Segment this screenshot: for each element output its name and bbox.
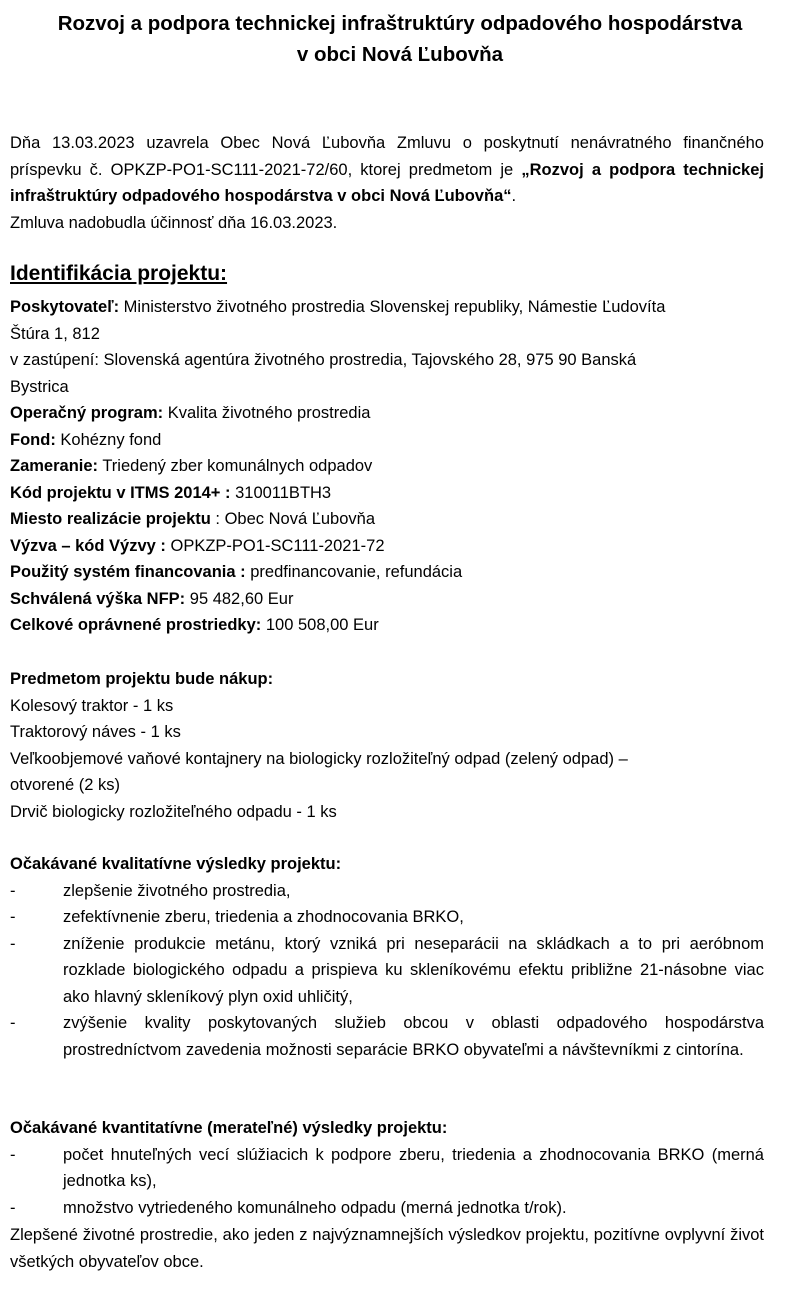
qualitative-block bbox=[10, 851, 764, 1063]
bullet-dash: - bbox=[10, 908, 16, 926]
bullet-dash: - bbox=[10, 1145, 16, 1164]
bullet-dash: - bbox=[10, 1014, 16, 1032]
nfp-row bbox=[10, 586, 770, 613]
list-item-text: počet hnuteľných vecí slúžiacich k podpore zberu, triedenia a zhodnocovania BRKO (merná jednotka ks), bbox=[63, 1145, 764, 1190]
quantitative-heading: Očakávané kvantitatívne (merateľné) výsledky projektu: bbox=[10, 1119, 448, 1137]
list-item-text: zníženie produkcie metánu, ktorý vzniká pri neseparácii na skládkach a to pri aeróbnom rozklade biologického odpadu a prispieva ku skleníkovému efektu približne 21-násobne viac ako hlavný skleníkový plyn oxid uhličitý, bbox=[63, 934, 764, 1006]
total-label: Celkové oprávnené prostriedky: bbox=[10, 616, 262, 634]
purchase-item: Traktorový náves - 1 ks bbox=[10, 723, 181, 741]
list-item bbox=[10, 1142, 764, 1195]
intro-text: Dňa 13.03.2023 uzavrela Obec Nová Ľubovňa Zmluvu o poskytnutí nenávratného finančného príspevku č. OPKZP-PO1-SC111-2021-72/60, ktorej predmetom je bbox=[10, 134, 764, 179]
list-item bbox=[10, 931, 764, 1011]
intro-project-name: „Rozvoj a podpora technickej infraštruktúry odpadového hospodárstva v obci Nová Ľubovňa“ bbox=[10, 160, 764, 205]
identification-heading: Identifikácia projektu: bbox=[10, 262, 228, 285]
purchase-block bbox=[10, 666, 770, 825]
intro-paragraph bbox=[10, 130, 764, 236]
list-item-text: zlepšenie životného prostredia, bbox=[63, 881, 291, 900]
bullet-dash: - bbox=[10, 1198, 16, 1217]
financing-label: Použitý systém financovania : bbox=[10, 563, 246, 581]
quantitative-block bbox=[10, 1115, 764, 1221]
code-row bbox=[10, 480, 770, 507]
focus-row bbox=[10, 453, 770, 480]
program-label: Operačný program: bbox=[10, 404, 164, 422]
nfp-label: Schválená výška NFP: bbox=[10, 589, 186, 608]
title-line-2: v obci Nová Ľubovňa bbox=[296, 43, 504, 66]
focus-label: Zameranie: bbox=[10, 457, 99, 475]
call-row bbox=[10, 533, 770, 560]
list-item bbox=[10, 1010, 764, 1063]
program-row bbox=[10, 400, 770, 427]
focus-value: Triedený zber komunálnych odpadov bbox=[98, 457, 373, 475]
provider-value: Ministerstvo životného prostredia Slovenskej republiky, Námestie Ľudovíta bbox=[119, 298, 666, 316]
program-value: Kvalita životného prostredia bbox=[163, 404, 371, 422]
total-value: 100 508,00 Eur bbox=[261, 616, 379, 634]
list-item-text: množstvo vytriedeného komunálneho odpadu (merná jednotka t/rok). bbox=[63, 1198, 567, 1217]
intro-period: . bbox=[511, 187, 517, 205]
place-value: : Obec Nová Ľubovňa bbox=[210, 510, 376, 528]
provider-row bbox=[10, 294, 770, 321]
financing-value: predfinancovanie, refundácia bbox=[245, 563, 463, 581]
call-label: Výzva – kód Výzvy : bbox=[10, 536, 166, 555]
list-item-text: zefektívnenie zberu, triedenia a zhodnocovania BRKO, bbox=[63, 908, 464, 926]
bullet-dash: - bbox=[10, 934, 16, 953]
code-label: Kód projektu v ITMS 2014+ : bbox=[10, 483, 231, 502]
provider-label: Poskytovateľ: bbox=[10, 298, 120, 316]
identification-block bbox=[10, 294, 770, 639]
purchase-item: Drvič biologicky rozložiteľného odpadu - 1 ks bbox=[10, 802, 337, 821]
document-title bbox=[0, 8, 800, 70]
represented-row: v zastúpení: Slovenská agentúra životného prostredia, Tajovského 28, 975 90 Banská bbox=[10, 351, 637, 369]
fund-row bbox=[10, 427, 770, 454]
qualitative-heading: Očakávané kvalitatívne výsledky projektu: bbox=[10, 855, 342, 873]
purchase-heading: Predmetom projektu bude nákup: bbox=[10, 670, 274, 688]
place-label: Miesto realizácie projektu bbox=[10, 510, 211, 528]
place-row bbox=[10, 506, 770, 533]
financing-row bbox=[10, 559, 770, 586]
nfp-value: 95 482,60 Eur bbox=[185, 589, 294, 608]
fund-value: Kohézny fond bbox=[55, 430, 162, 449]
code-value: 310011BTH3 bbox=[230, 483, 332, 502]
represented-row-cont: Bystrica bbox=[10, 377, 69, 396]
purchase-item-cont: otvorené (2 ks) bbox=[10, 776, 121, 794]
bullet-dash: - bbox=[10, 881, 16, 900]
list-item bbox=[10, 1195, 764, 1222]
call-value: OPKZP-PO1-SC111-2021-72 bbox=[165, 536, 385, 555]
closing-paragraph: Zlepšené životné prostredie, ako jeden z najvýznamnejších výsledkov projektu, pozitívne ovplyvní život všetkých obyvateľov obce. bbox=[10, 1226, 764, 1271]
fund-label: Fond: bbox=[10, 430, 56, 449]
list-item-text: zvýšenie kvality poskytovaných služieb obcou v oblasti odpadového hospodárstva prostredníctvom zavedenia možnosti separácie BRKO obyvateľmi a návštevníkmi z cintorína. bbox=[63, 1014, 764, 1059]
list-item bbox=[10, 878, 764, 905]
provider-row-cont: Štúra 1, 812 bbox=[10, 324, 100, 343]
list-item bbox=[10, 904, 764, 931]
total-row bbox=[10, 612, 770, 639]
purchase-item: Kolesový traktor - 1 ks bbox=[10, 696, 174, 715]
title-line-1: Rozvoj a podpora technickej infraštruktúry odpadového hospodárstva bbox=[57, 12, 743, 35]
purchase-item: Veľkoobjemové vaňové kontajnery na biologicky rozložiteľný odpad (zelený odpad) – bbox=[10, 749, 628, 768]
intro-effective: Zmluva nadobudla účinnosť dňa 16.03.2023. bbox=[10, 213, 338, 232]
